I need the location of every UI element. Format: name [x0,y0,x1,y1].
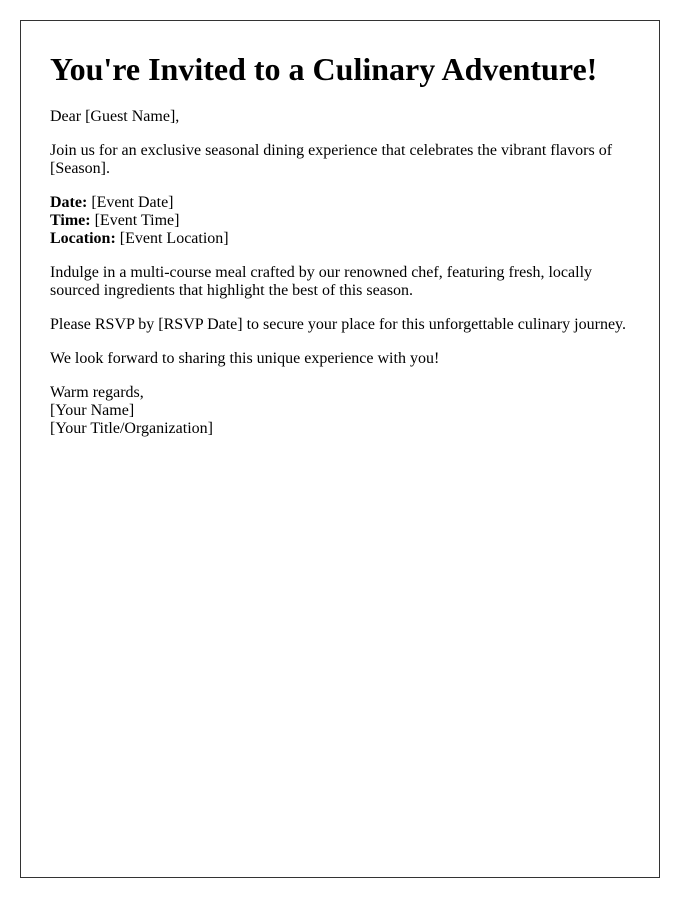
closing-paragraph: We look forward to sharing this unique experience with you! [50,350,440,367]
signature-block [50,384,630,438]
date-line [50,194,630,212]
signoff-salutation: Warm regards, [50,384,144,401]
time-line [50,212,630,230]
invitation-letter [20,20,660,878]
date-value: [Event Date] [91,194,174,211]
date-label: Date: [50,194,88,211]
intro-paragraph: Join us for an exclusive seasonal dining experience that celebrates the vibrant flavors of [Season]. [50,142,613,177]
time-label: Time: [50,212,91,229]
location-line [50,230,630,248]
body-paragraph: Indulge in a multi-course meal crafted by our renowned chef, featuring fresh, locally sourced ingredients that highlight the best of this season. [50,264,593,299]
signoff-title: [Your Title/Organization] [50,420,213,437]
location-label: Location: [50,230,116,247]
event-details [50,194,630,248]
rsvp-paragraph: Please RSVP by [RSVP Date] to secure your place for this unforgettable culinary journey. [50,316,627,333]
signoff-name: [Your Name] [50,402,135,419]
letter-title: You're Invited to a Culinary Adventure! [50,51,598,87]
time-value: [Event Time] [94,212,180,229]
greeting: Dear [Guest Name], [50,108,180,125]
location-value: [Event Location] [119,230,229,247]
